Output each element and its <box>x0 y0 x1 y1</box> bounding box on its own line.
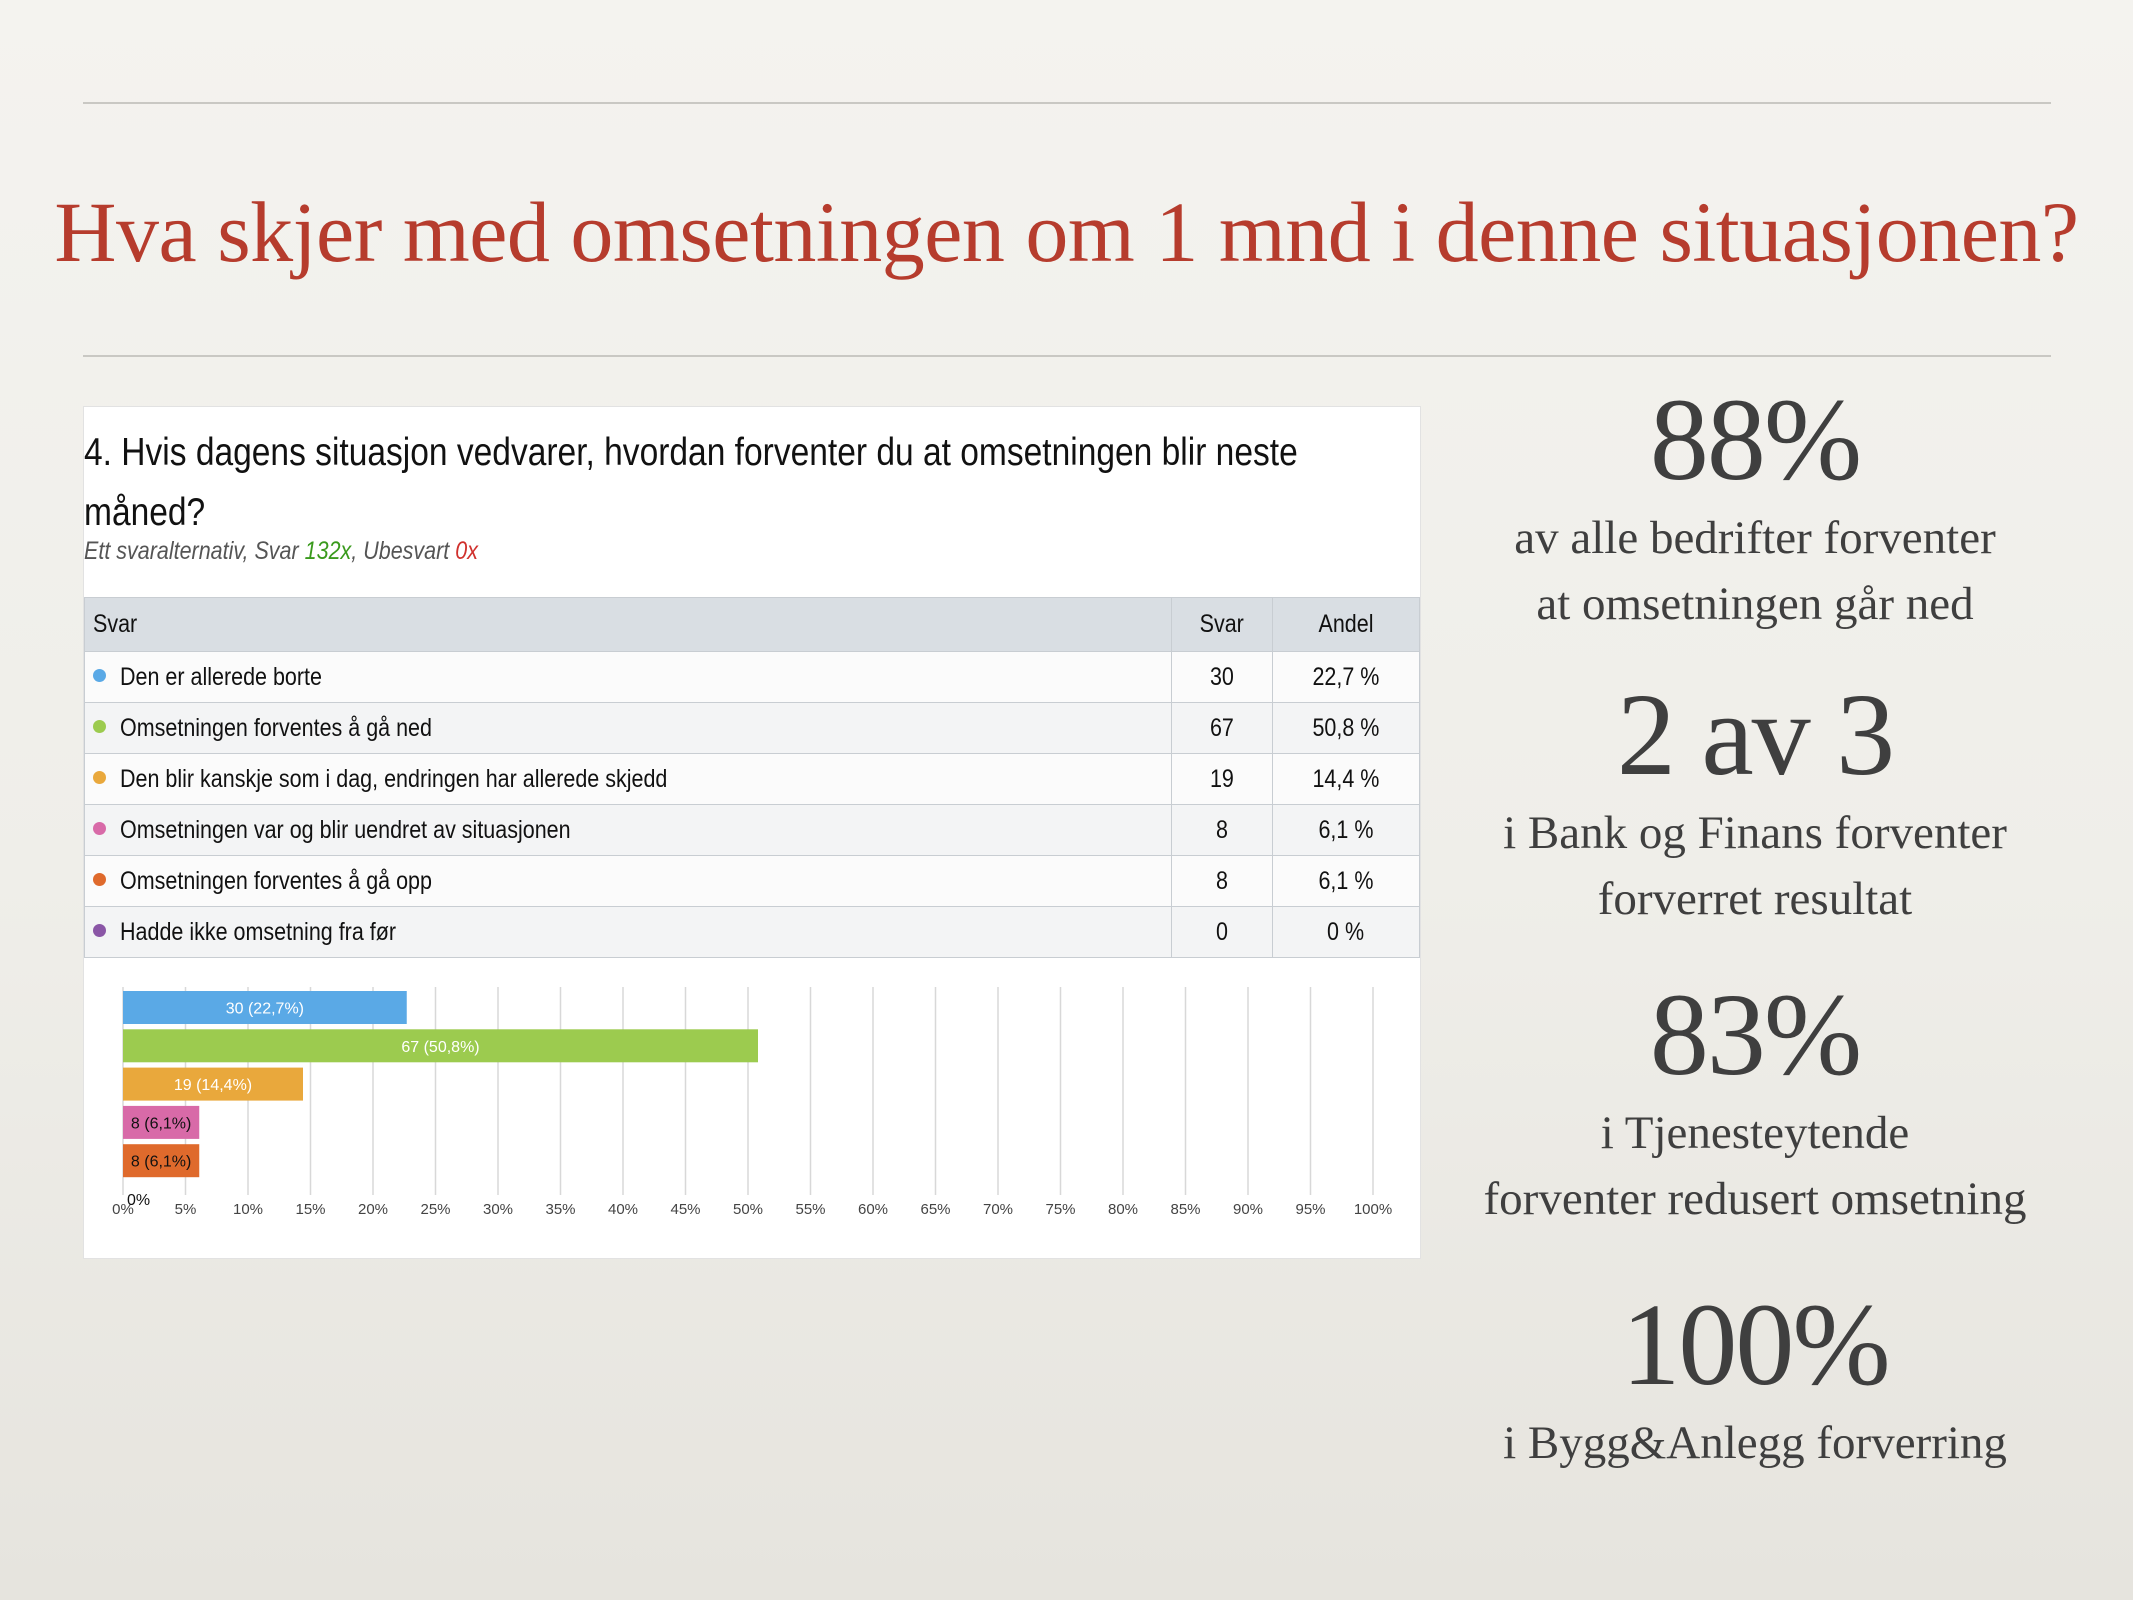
header-count: Svar <box>1172 598 1273 652</box>
row-label: Den blir kanskje som i dag, endringen har allerede skjedd <box>85 754 1172 805</box>
bar-data-label: 67 (50,8%) <box>401 1038 480 1056</box>
survey-panel <box>83 406 1421 1259</box>
row-count: 30 <box>1172 652 1273 703</box>
x-tick-label: 35% <box>545 1201 576 1218</box>
bar-data-label: 19 (14,4%) <box>173 1077 253 1095</box>
x-tick-label: 0% <box>112 1201 134 1218</box>
row-label: Hadde ikke omsetning fra før <box>85 907 1172 958</box>
table-row <box>85 754 1420 805</box>
results-table <box>84 597 1420 958</box>
table-row <box>85 703 1420 754</box>
series-dot-icon <box>93 669 106 682</box>
row-share: 0 % <box>1273 907 1420 958</box>
stat-block <box>1430 1280 2080 1476</box>
bar-chart <box>84 963 1420 1233</box>
stat-caption: av alle bedrifter forventer <box>1514 512 1996 564</box>
row-share: 6,1 % <box>1273 856 1420 907</box>
stat-caption: i Bank og Finans forventer <box>1503 807 2007 859</box>
stat-caption: forventer redusert omsetning <box>1483 1173 2027 1225</box>
x-tick-label: 30% <box>482 1201 514 1218</box>
x-tick-label: 45% <box>670 1201 701 1218</box>
unanswered-count: 0x <box>455 537 478 565</box>
row-label: Omsetningen forventes å gå opp <box>85 856 1172 907</box>
table-row <box>85 907 1420 958</box>
x-tick-label: 5% <box>174 1201 197 1218</box>
series-dot-icon <box>93 822 106 835</box>
stat-value: 88% <box>1649 374 1861 505</box>
bar-data-label: 0% <box>127 1192 151 1209</box>
series-dot-icon <box>93 924 106 937</box>
table-header-row <box>85 598 1420 652</box>
x-tick-label: 70% <box>982 1201 1014 1218</box>
row-count: 8 <box>1172 856 1273 907</box>
meta-middle: , Ubesvart <box>351 537 456 565</box>
stat-value: 83% <box>1649 969 1861 1100</box>
question-meta <box>84 537 478 566</box>
row-share: 22,7 % <box>1273 652 1420 703</box>
x-tick-label: 75% <box>1045 1201 1076 1218</box>
row-label: Den er allerede borte <box>85 652 1172 703</box>
series-dot-icon <box>93 720 106 733</box>
stat-block <box>1430 970 2080 1232</box>
table-row <box>85 805 1420 856</box>
x-tick-label: 60% <box>857 1201 889 1218</box>
title-rule <box>83 355 2051 357</box>
header-svar: Svar <box>85 598 1172 652</box>
row-label: Omsetningen var og blir uendret av situasjonen <box>85 805 1172 856</box>
x-tick-label: 40% <box>607 1201 639 1218</box>
x-tick-label: 90% <box>1232 1201 1264 1218</box>
stat-caption: at omsetningen går ned <box>1536 578 1974 630</box>
bar-data-label: 30 (22,7%) <box>225 1000 305 1018</box>
stat-value: 2 av 3 <box>1616 669 1894 800</box>
x-tick-label: 100% <box>1353 1201 1393 1218</box>
bar-data-label: 8 (6,1%) <box>130 1153 192 1171</box>
x-tick-label: 55% <box>795 1201 826 1218</box>
stat-caption: i Bygg&Anlegg forverring <box>1503 1417 2007 1469</box>
header-share: Andel <box>1273 598 1420 652</box>
x-tick-label: 85% <box>1170 1201 1201 1218</box>
x-tick-label: 50% <box>732 1201 764 1218</box>
series-dot-icon <box>93 873 106 886</box>
x-tick-label: 80% <box>1107 1201 1139 1218</box>
table-row <box>85 856 1420 907</box>
table-row <box>85 652 1420 703</box>
row-count: 19 <box>1172 754 1273 805</box>
stat-block <box>1430 670 2080 932</box>
x-tick-label: 95% <box>1295 1201 1326 1218</box>
x-tick-label: 65% <box>920 1201 951 1218</box>
question-title: 4. Hvis dagens situasjon vedvarer, hvordan forventer du at omsetningen blir neste måned? <box>84 431 1298 534</box>
x-tick-label: 10% <box>232 1201 264 1218</box>
row-label: Omsetningen forventes å gå ned <box>85 703 1172 754</box>
x-tick-label: 20% <box>357 1201 389 1218</box>
row-share: 6,1 % <box>1273 805 1420 856</box>
bar-data-label: 8 (6,1%) <box>130 1115 192 1133</box>
row-share: 50,8 % <box>1273 703 1420 754</box>
answered-count: 132x <box>304 537 352 565</box>
row-share: 14,4 % <box>1273 754 1420 805</box>
stat-block <box>1430 375 2080 637</box>
series-dot-icon <box>93 771 106 784</box>
slide-title: Hva skjer med omsetningen om 1 mnd i denne situasjonen? <box>54 184 2079 280</box>
stat-value: 100% <box>1621 1279 1889 1410</box>
row-count: 8 <box>1172 805 1273 856</box>
x-tick-label: 15% <box>295 1201 326 1218</box>
top-rule <box>83 102 2051 104</box>
row-count: 67 <box>1172 703 1273 754</box>
stat-caption: i Tjenesteytende <box>1600 1107 1910 1159</box>
x-tick-label: 25% <box>420 1201 451 1218</box>
row-count: 0 <box>1172 907 1273 958</box>
meta-prefix: Ett svaralternativ, Svar <box>84 537 305 565</box>
stat-caption: forverret resultat <box>1597 873 1913 925</box>
